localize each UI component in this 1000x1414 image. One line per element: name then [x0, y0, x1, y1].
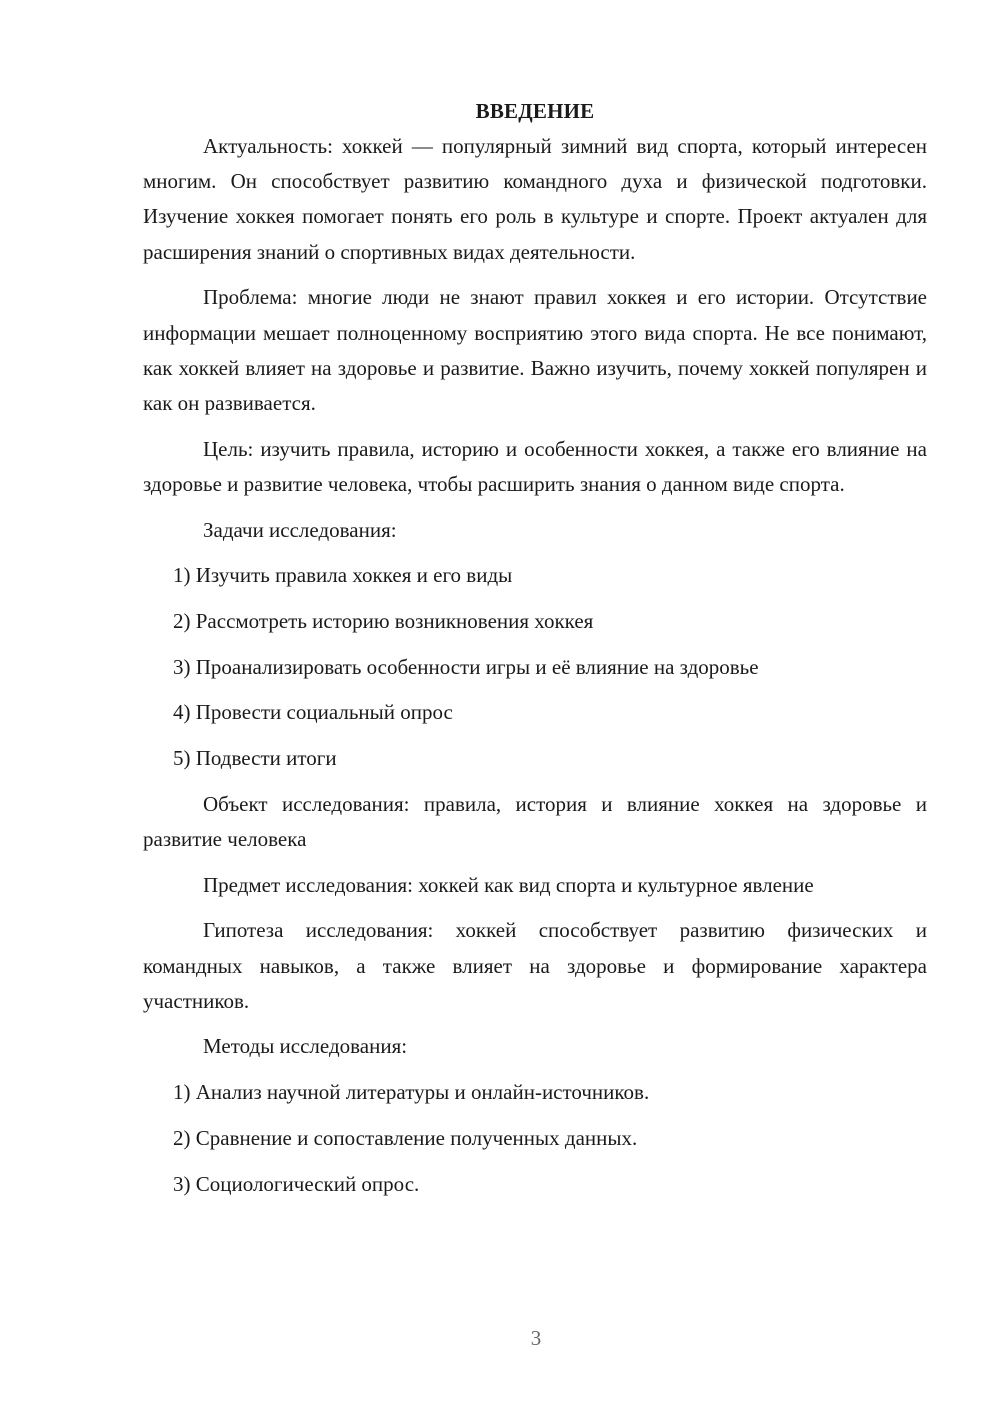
relevance-paragraph: Актуальность: хоккей — популярный зимний вид спорта, который интересен многим. Он способствует развитию командного духа и физической подготовки. Изучение хоккея помогает понять его роль в культуре и спорте. Проект актуален для расширения знаний о спортивных видах деятельности. — [143, 134, 927, 264]
document-page — [143, 94, 927, 1212]
list-item: 1) Анализ научной литературы и онлайн-источников. — [173, 1080, 650, 1105]
tasks-heading: Задачи исследования: — [203, 517, 397, 542]
list-item: 5) Подвести итоги — [173, 746, 337, 771]
methods-list — [143, 1075, 927, 1202]
list-item: 3) Проанализировать особенности игры и её влияние на здоровье — [173, 654, 759, 679]
subject-paragraph: Предмет исследования: хоккей как вид спорта и культурное явление — [203, 872, 814, 897]
problem-paragraph: Проблема: многие люди не знают правил хоккея и его истории. Отсутствие информации мешает полноценному восприятию этого вида спорта. Не все понимают, как хоккей влияет на здоровье и развитие. Важно изучить, почему хоккей популярен и как он развивается. — [143, 285, 927, 415]
list-item: 4) Провести социальный опрос — [173, 700, 453, 725]
list-item: 2) Сравнение и сопоставление полученных данных. — [173, 1125, 638, 1150]
section-title: ВВЕДЕНИЕ — [475, 99, 595, 123]
page-number: 3 — [530, 1326, 542, 1350]
list-item: 1) Изучить правила хоккея и его виды — [173, 563, 513, 588]
tasks-list — [143, 558, 927, 776]
hypothesis-paragraph: Гипотеза исследования: хоккей способствует развитию физических и командных навыков, а также влияет на здоровье и формирование характера участников. — [143, 918, 927, 1013]
goal-paragraph: Цель: изучить правила, историю и особенности хоккея, а также его влияние на здоровье и развитие человека, чтобы расширить знания о данном виде спорта. — [143, 436, 927, 496]
list-item: 3) Социологический опрос. — [173, 1171, 420, 1196]
list-item: 2) Рассмотреть историю возникновения хоккея — [173, 608, 594, 633]
methods-heading: Методы исследования: — [203, 1034, 408, 1059]
object-paragraph: Объект исследования: правила, история и влияние хоккея на здоровье и развитие человека — [143, 791, 927, 851]
